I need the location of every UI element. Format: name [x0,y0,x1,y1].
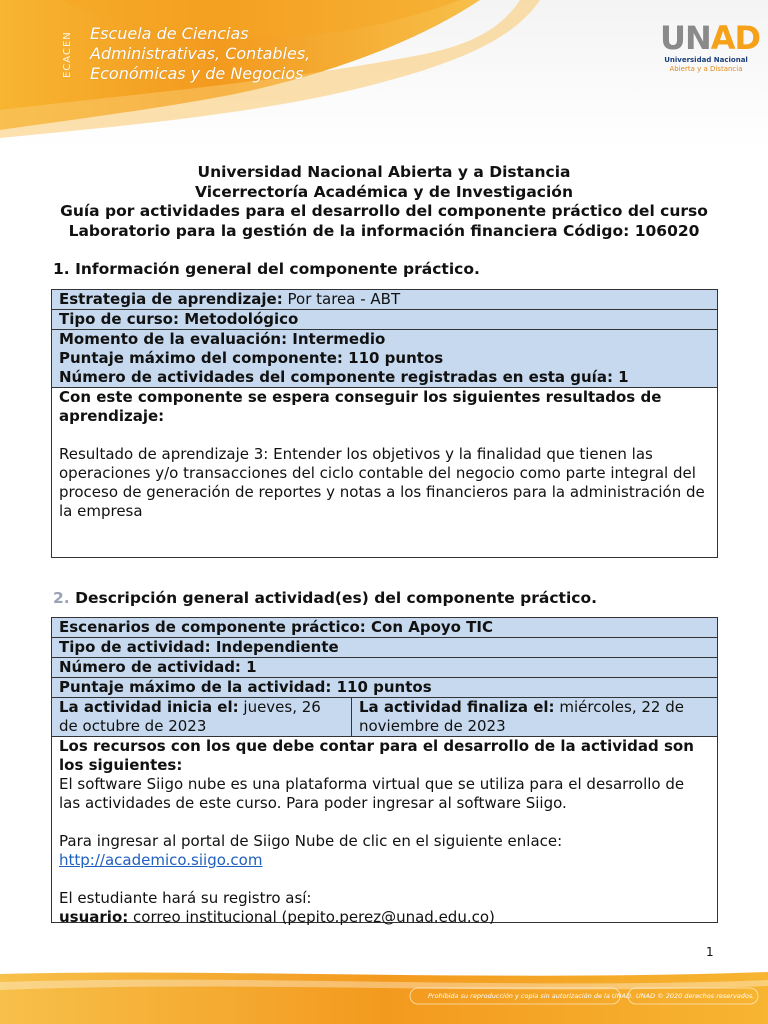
row-course-type: Tipo de curso: Metodológico [52,310,717,330]
siigo-portal-link[interactable]: http://academico.siigo.com [59,851,263,869]
section-1-table [51,289,718,558]
logo-line-2: Abierta y a Distancia [669,65,743,73]
footer-rights: UNAD © 2020 derechos reservados. [636,992,755,1000]
row-max-score: Puntaje máximo del componente: 110 puntos [52,349,717,368]
row-dates [52,698,717,737]
strategy-label: Estrategia de aprendizaje: [59,290,283,308]
register-text: El estudiante hará su registro así: [59,889,312,907]
row-resources [52,737,717,927]
title-guide: Guía por actividades para el desarrollo del componente práctico del curso [60,202,708,220]
section-2-title: Descripción general actividad(es) del componente práctico. [75,589,598,607]
school-name [90,24,310,84]
document-titles [0,163,768,241]
outcomes-heading: Con este componente se espera conseguir los siguientes resultados de aprendizaje: [59,388,662,425]
section-1-title: Información general del componente práctico. [75,260,480,278]
title-vicerrectoria: Vicerrectoría Académica y de Investigación [195,182,573,201]
section-1-number: 1. [53,260,70,278]
user-label: usuario: [59,908,129,926]
row-evaluation-moment: Momento de la evaluación: Intermedio [52,330,717,349]
school-line-2: Administrativas, Contables, [90,44,311,63]
row-activity-count: Número de actividades del componente registradas en esta guía: 1 [52,368,717,388]
resources-text: El software Siigo nube es una plataforma virtual que se utiliza para el desarrollo de las actividades de este curso. Para poder ingresar al software Siigo. [59,775,685,812]
section-2-number: 2. [53,589,70,607]
ecacen-vertical-label: ECACEN [62,31,73,79]
end-date-cell [352,698,717,736]
start-date-cell [52,698,352,736]
user-line [59,908,710,927]
end-date-value: miércoles, 22 de noviembre de 2023 [359,698,684,735]
row-outcomes [52,388,717,521]
row-activity-max-score: Puntaje máximo de la actividad: 110 puntos [52,678,717,698]
title-university: Universidad Nacional Abierta y a Distancia [197,163,571,181]
outcome-text: Resultado de aprendizaje 3: Entender los objetivos y la finalidad que tienen las operaciones y/o transacciones del ciclo contable del negocio como parte integral del proceso de generación de reportes y notas a los financieros para la administración de la empresa [59,445,705,520]
row-activity-type: Tipo de actividad: Independiente [52,638,717,658]
portal-text: Para ingresar al portal de Siigo Nube de clic en el siguiente enlace: [59,832,563,850]
end-date-label: La actividad finaliza el: [359,698,555,716]
school-line-3: Económicas y de Negocios [90,64,304,83]
start-date-value: jueves, 26 de octubre de 2023 [59,698,321,735]
row-strategy [52,290,717,310]
strategy-value: Por tarea - ABT [287,290,401,308]
start-date-label: La actividad inicia el: [59,698,239,716]
section-2-heading [53,589,597,607]
user-value: correo institucional (pepito.perez@unad.edu.co) [133,908,495,926]
logo-line-1: Universidad Nacional [664,56,748,64]
unad-logo-mark [660,19,761,57]
title-course: Laboratorio para la gestión de la información financiera Código: 106020 [68,221,700,240]
row-scenario: Escenarios de componente práctico: Con Apoyo TIC [52,618,717,638]
school-line-1: Escuela de Ciencias [90,24,249,43]
footer-copy-notice: Prohibida su reproducción y copia sin autorización de la UNAD. [428,992,634,1000]
section-2-table [51,617,718,926]
row-activity-number: Número de actividad: 1 [52,658,717,678]
section-1-heading [53,260,480,278]
resources-heading: Los recursos con los que debe contar para el desarrollo de la actividad son los siguientes: [59,737,694,774]
unad-logo-un: UN [660,19,711,57]
page-number: 1 [706,945,714,959]
unad-logo [660,19,761,90]
unad-logo-ad: AD [710,19,761,57]
